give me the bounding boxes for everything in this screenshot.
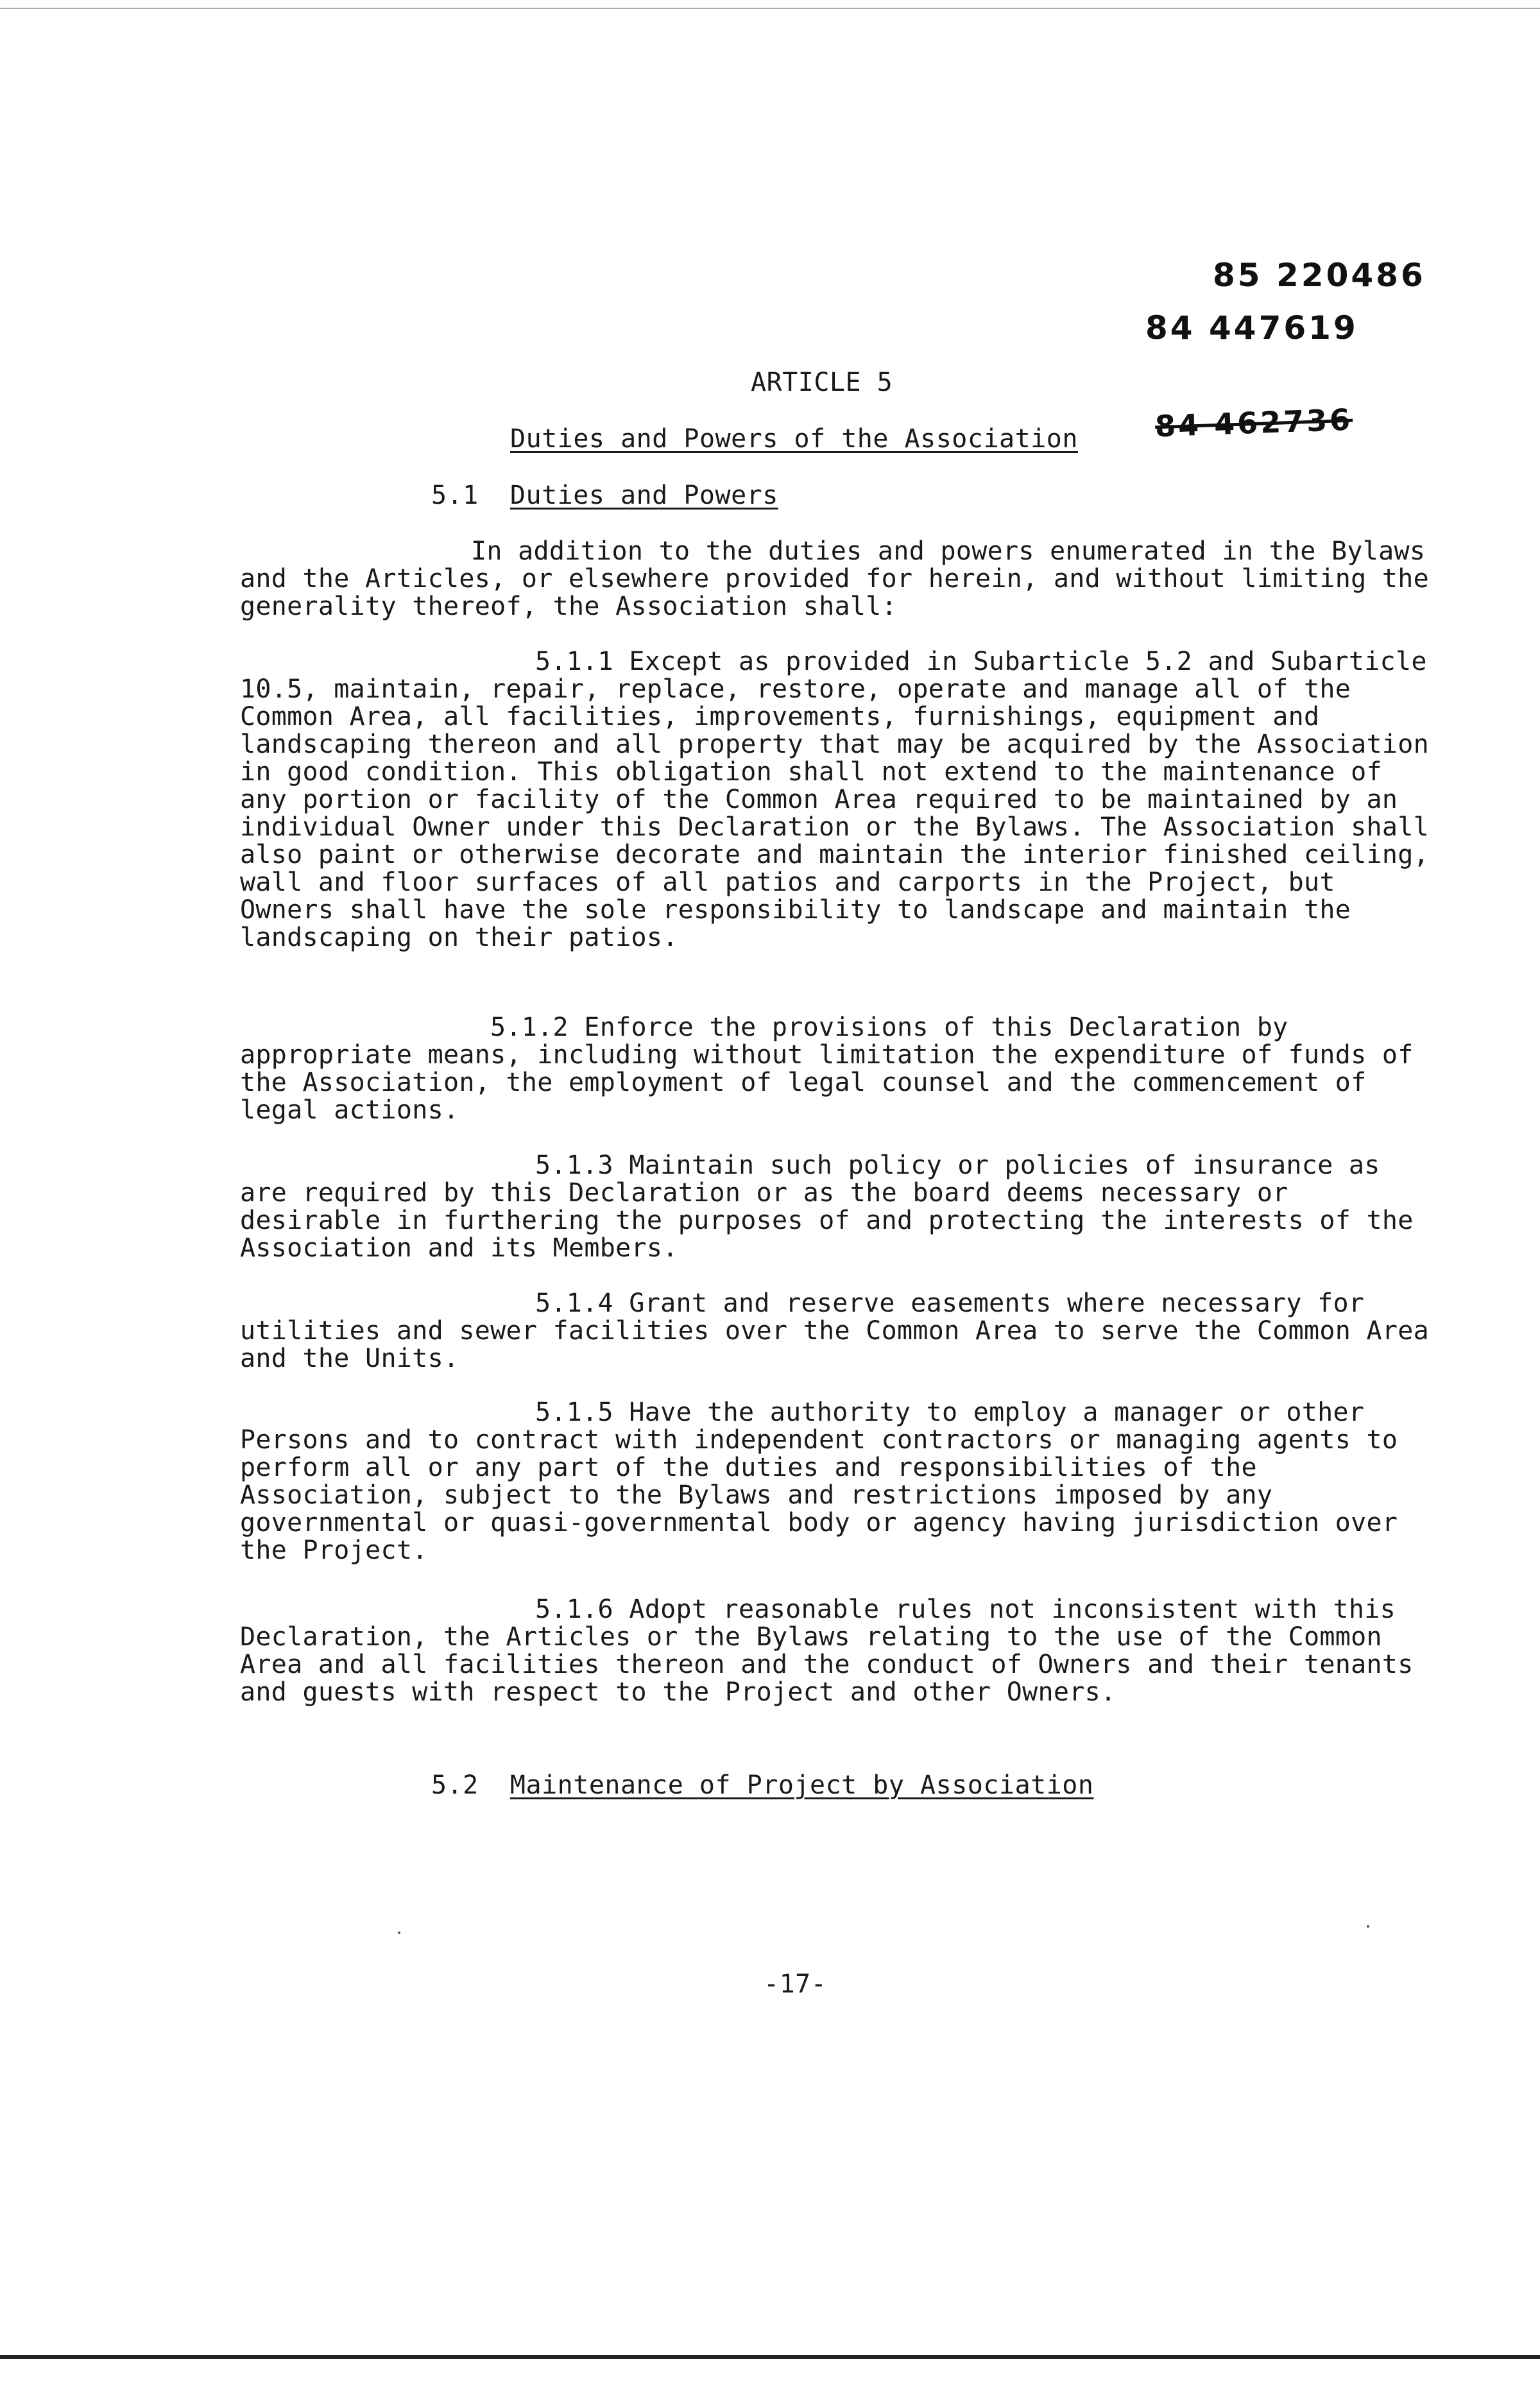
section-number: 5.1 [431, 481, 479, 510]
clause-text: Except as provided in Subarticle 5.2 and Subarticle 10.5, maintain, repair, replace, restore, operate and manage all of the Common Area, all facilities, improvements, furnishings, equipment and landscaping thereon and all property that may be acquired by the Association in good condition. This obligation shall not extend to the maintenance of any portion or facility of the Common Area required to be maintained by an individual Owner under this Declaration or the Bylaws. The Association shall also paint or otherwise decorate and maintain the interior finished ceiling, wall and floor surfaces of all patios and carports in the Project, but Owners shall have the sole responsibility to landscape and maintain the landscaping on their patios. [240, 647, 1430, 952]
recording-stamp-struck: 84 462736 [1154, 402, 1353, 444]
article-title: Duties and Powers of the Association [510, 424, 1078, 454]
section-title: Maintenance of Project by Association [509, 1770, 1094, 1800]
clause-5-1-3 [240, 1152, 1433, 1262]
clause-text: Adopt reasonable rules not inconsistent with this Declaration, the Articles or the Bylaws relating to the use of the Common Area and all facilities thereon and the conduct of Owners and their tenants and guests with respect to the Project and other Owners. [240, 1595, 1414, 1707]
section-title: Duties and Powers [509, 481, 778, 510]
section-5-1-heading [431, 481, 778, 510]
scan-speck [398, 1932, 400, 1934]
clause-5-1-6 [240, 1596, 1433, 1706]
recording-stamp-1: 85 220486 [1213, 257, 1426, 294]
section-number: 5.2 [431, 1770, 479, 1800]
clause-number: 5.1.3 [535, 1151, 613, 1180]
clause-number: 5.1.4 [535, 1289, 613, 1318]
clause-5-1-1 [240, 648, 1433, 952]
clause-number: 5.1.2 [490, 1013, 569, 1042]
clause-5-1-5 [240, 1399, 1433, 1564]
scan-artifact-bottom [0, 2355, 1540, 2359]
clause-text: Maintain such policy or policies of insurance as are required by this Declaration or as the board deems necessary or desirable in furthering the purposes of and protecting the interests of the Association and its Members. [240, 1151, 1414, 1263]
clause-number: 5.1.1 [535, 647, 613, 676]
scan-artifact-top [0, 8, 1540, 9]
clause-number: 5.1.5 [535, 1398, 613, 1427]
article-label: ARTICLE 5 [751, 368, 893, 397]
clause-text: Have the authority to employ a manager or other Persons and to contract with independent contractors or managing agents to perform all or any part of the duties and responsibilities of the Association, subject to the Bylaws and restrictions imposed by any governmental or quasi-governmental body or agency having jurisdiction over the Project. [240, 1398, 1398, 1565]
clause-text: Enforce the provisions of this Declaration by appropriate means, including without limitation the expenditure of funds of the Association, the employment of legal counsel and the commencement of legal actions. [240, 1013, 1414, 1125]
recording-stamp-2: 84 447619 [1145, 309, 1358, 347]
clause-number: 5.1.6 [535, 1595, 613, 1624]
scan-speck [1367, 1925, 1369, 1928]
clause-5-1-4 [240, 1290, 1433, 1373]
section-intro: In addition to the duties and powers enumerated in the Bylaws and the Articles, or elsewhere provided for herein, and without limiting the generality thereof, the Association shall: [240, 536, 1430, 621]
section-5-2-heading [431, 1771, 1093, 1799]
page-number: -17- [764, 1969, 827, 1999]
clause-text: Grant and reserve easements where necessary for utilities and sewer facilities over the Common Area to serve the Common Area and the Units. [240, 1289, 1430, 1373]
clause-5-1-2 [240, 1014, 1433, 1124]
